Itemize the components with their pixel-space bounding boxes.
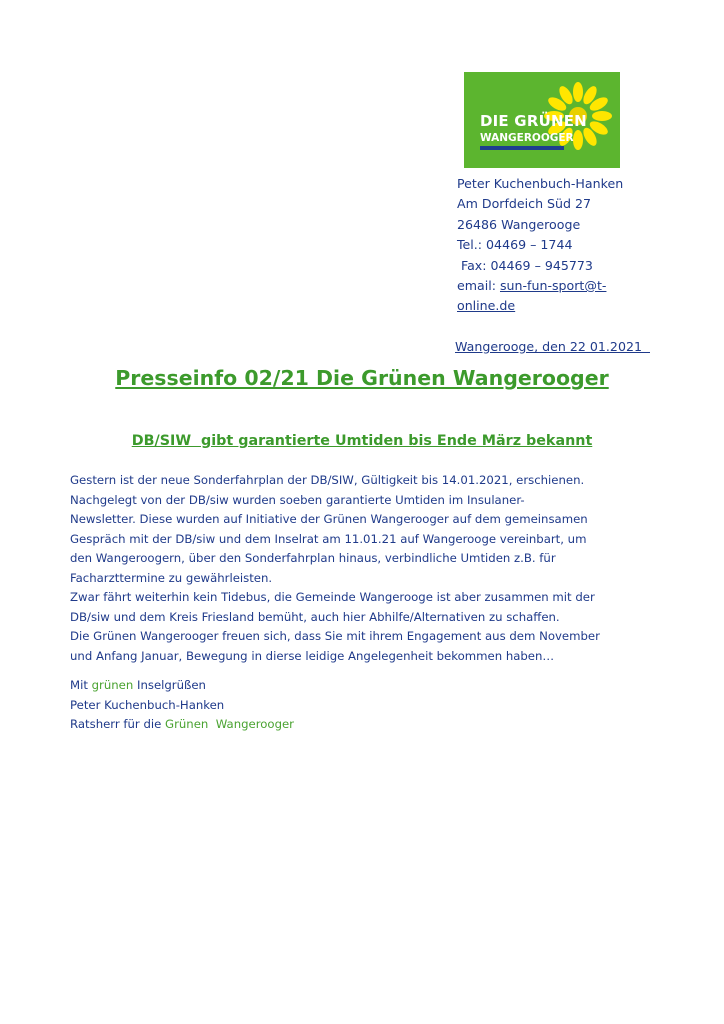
logo-subtitle: WANGEROOGER [480,132,574,144]
greeting-green-word: grünen [91,678,134,692]
email-label: email: [457,278,500,294]
body-line: Die Grünen Wangerooger freuen sich, dass Sie mit ihrem Engagement aus dem November [70,629,600,643]
body-line: Newsletter. Diese wurden auf Initiative der Grünen Wangerooger auf dem gemeinsamen [70,512,588,526]
signature-name: Peter Kuchenbuch-Hanken [70,697,225,712]
logo-title: DIE GRÜNEN [480,112,587,130]
role-prefix: Ratsherr für die [70,717,166,731]
sender-city: 26486 Wangerooge [457,216,581,232]
body-line: Nachgelegt von der DB/siw wurden soeben garantierte Umtiden im Insulaner- [70,492,525,507]
body-line: DB/siw und dem Kreis Friesland bemüht, auch hier Abhilfe/Alternativen zu schaffen. [70,609,560,624]
email-link-continued[interactable]: online.de [457,298,516,314]
signature-role-line [70,715,294,735]
sender-tel: Tel.: 04469 – 1744 [457,237,573,253]
email-link[interactable]: sun-fun-sport@t- [499,278,607,294]
greeting-suffix: Inselgrüßen [133,678,206,692]
party-logo [464,72,620,168]
press-headline: Presseinfo 02/21 Die Grünen Wangerooger [115,366,609,390]
sender-fax: Fax: 04469 – 945773 [461,257,593,273]
body-line: Gestern ist der neue Sonderfahrplan der DB/SIW, Gültigkeit bis 14.01.2021, erschienen. [70,473,585,487]
body-line: und Anfang Januar, Bewegung in dierse leidige Angelegenheit bekommen haben… [70,648,555,663]
sender-street: Am Dorfdeich Süd 27 [457,196,592,212]
greeting-line [70,676,294,696]
press-subheadline: DB/SIW gibt garantierte Umtiden bis Ende März bekannt [131,433,593,449]
signature-block [70,676,294,735]
press-body [70,471,670,666]
body-line: Gespräch mit der DB/siw und dem Inselrat am 11.01.21 auf Wangerooge vereinbart, um [70,531,587,546]
sender-address [457,174,623,317]
sender-name: Peter Kuchenbuch-Hanken [457,176,624,191]
body-line: den Wangeroogern, über den Sonderfahrplan hinaus, verbindliche Umtiden z.B. für [70,551,556,565]
dateline: Wangerooge, den 22 01.2021 [455,339,650,354]
body-line: Zwar fährt weiterhin kein Tidebus, die Gemeinde Wangerooge ist aber zusammen mit der [70,590,595,604]
greeting-prefix: Mit [70,678,92,692]
sender-email-row [457,276,623,296]
logo-bar [480,146,564,150]
role-party: Grünen Wangerooger [165,717,294,731]
body-line: Facharzttermine zu gewährleisten. [70,570,273,585]
sender-email-row-2 [457,296,623,316]
